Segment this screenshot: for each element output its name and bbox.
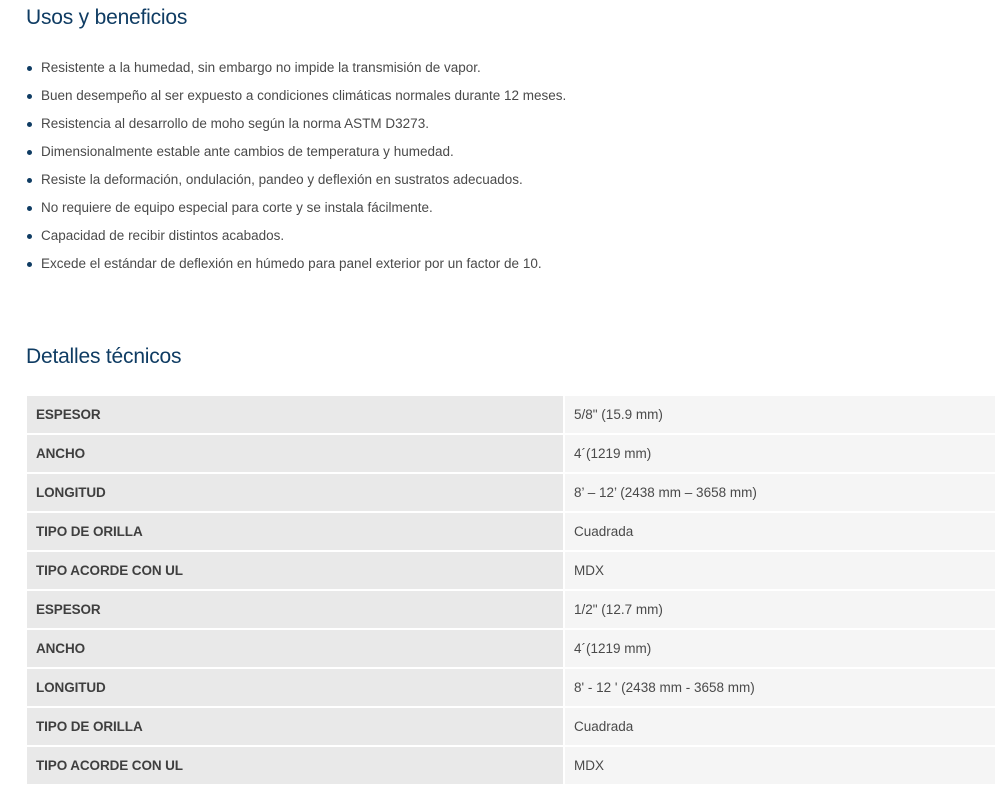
spec-label: ESPESOR [27, 396, 563, 433]
table-row [27, 396, 995, 433]
spec-label: ESPESOR [27, 591, 563, 628]
spec-value: MDX [565, 552, 995, 589]
table-row [27, 630, 995, 667]
spec-label: LONGITUD [27, 474, 563, 511]
table-row [27, 708, 995, 745]
specs-table [27, 396, 995, 786]
list-item [26, 114, 566, 142]
list-item-text: Resistente a la humedad, sin embargo no impide la transmisión de vapor. [41, 60, 481, 75]
table-row [27, 513, 995, 550]
spec-label: TIPO ACORDE CON UL [27, 747, 563, 784]
spec-value: 4´(1219 mm) [565, 630, 995, 667]
bullet-icon [27, 122, 32, 127]
list-item-text: Resistencia al desarrollo de moho según la norma ASTM D3273. [41, 116, 429, 131]
list-item-text: Excede el estándar de deflexión en húmedo para panel exterior por un factor de 10. [41, 256, 542, 271]
list-item [26, 142, 566, 170]
list-item-text: Capacidad de recibir distintos acabados. [41, 228, 285, 243]
spec-value: Cuadrada [565, 513, 995, 550]
spec-value: MDX [565, 747, 995, 784]
list-item-text: Buen desempeño al ser expuesto a condiciones climáticas normales durante 12 meses. [41, 88, 567, 103]
spec-value: 4´(1219 mm) [565, 435, 995, 472]
list-item-text: Resiste la deformación, ondulación, pandeo y deflexión en sustratos adecuados. [41, 172, 523, 187]
spec-value: 5/8" (15.9 mm) [565, 396, 995, 433]
bullet-icon [27, 150, 32, 155]
spec-label: LONGITUD [27, 669, 563, 706]
spec-value: 1/2" (12.7 mm) [565, 591, 995, 628]
list-item [26, 170, 566, 198]
bullet-icon [27, 262, 32, 267]
table-row [27, 552, 995, 589]
list-item-text: No requiere de equipo especial para corte y se instala fácilmente. [41, 200, 433, 215]
bullet-icon [27, 66, 32, 71]
list-item-text: Dimensionalmente estable ante cambios de temperatura y humedad. [41, 144, 454, 159]
spec-label: TIPO DE ORILLA [27, 513, 563, 550]
list-item [26, 58, 566, 86]
list-item [26, 254, 566, 282]
spec-label: TIPO DE ORILLA [27, 708, 563, 745]
table-row [27, 669, 995, 706]
table-row [27, 435, 995, 472]
spec-value: 8’ – 12’ (2438 mm – 3658 mm) [565, 474, 995, 511]
spec-label: ANCHO [27, 630, 563, 667]
bullet-icon [27, 206, 32, 211]
section-title-detalles: Detalles técnicos [26, 345, 182, 368]
table-row [27, 591, 995, 628]
section-title-usos: Usos y beneficios [26, 6, 188, 29]
spec-label: TIPO ACORDE CON UL [27, 552, 563, 589]
spec-value: Cuadrada [565, 708, 995, 745]
table-row [27, 474, 995, 511]
list-item [26, 86, 566, 114]
spec-label: ANCHO [27, 435, 563, 472]
table-row [27, 747, 995, 784]
list-item [26, 198, 566, 226]
bullet-icon [27, 94, 32, 99]
bullet-icon [27, 234, 32, 239]
list-item [26, 226, 566, 254]
bullet-icon [27, 178, 32, 183]
benefits-list [26, 58, 566, 282]
spec-value: 8' - 12 ' (2438 mm - 3658 mm) [565, 669, 995, 706]
